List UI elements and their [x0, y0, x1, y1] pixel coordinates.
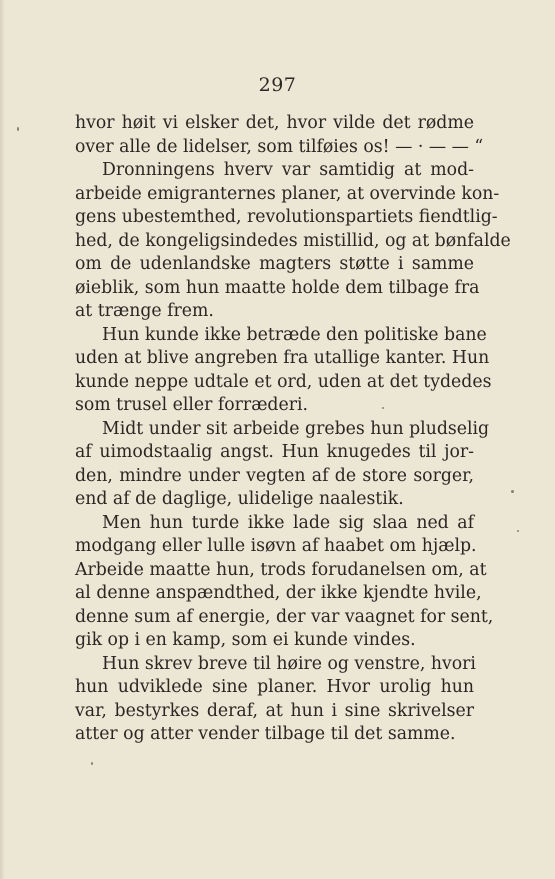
text-line: al denne anspændthed, der ikke kjendte hvile, — [75, 583, 482, 603]
page-number: 297 — [258, 74, 297, 96]
text-line: hvor høit vi elsker det, hvor vilde det rødme — [75, 113, 474, 133]
text-line: den, mindre under vegten af de store sorger, — [75, 465, 474, 486]
text-line: over alle de lidelser, som tilføies os! — · — — “ — [75, 136, 484, 157]
print-speck — [17, 127, 19, 131]
text-line: hed, de kongeligsindedes mistillid, og at bønfalde — [75, 230, 511, 251]
text-line: Hun kunde ikke betræde den politiske bane — [102, 324, 487, 345]
text-line: atter og atter vender tilbage til det samme. — [75, 724, 456, 744]
text-line: Dronningens hverv var samtidig at mod- — [102, 160, 474, 180]
text-line: gens ubestemthed, revolutionspartiets fiendtlig- — [75, 207, 498, 227]
print-speck — [511, 490, 514, 493]
text-line: gik op i en kamp, som ei kunde vindes. — [75, 630, 416, 650]
text-line: end af de daglige, ulidelige naalestik. — [75, 489, 404, 509]
text-line: arbeide emigranternes planer, at overvinde kon- — [75, 183, 500, 204]
page-edge-shadow — [0, 0, 5, 879]
text-line: som trusel eller forræderi. — [75, 395, 309, 415]
text-line: Hun skrev breve til høire og venstre, hvori — [102, 653, 476, 674]
text-line: Men hun turde ikke lade sig slaa ned af — [102, 512, 474, 533]
print-speck — [91, 762, 93, 765]
text-line: var, bestyrkes deraf, at hun i sine skrivelser — [75, 700, 474, 721]
text-line: modgang eller lulle isøvn af haabet om hjælp. — [75, 536, 477, 556]
print-speck — [382, 407, 384, 409]
text-line: uden at blive angreben fra utallige kanter. Hun — [75, 348, 490, 368]
body-text — [75, 112, 511, 747]
text-line: om de udenlandske magters støtte i samme — [75, 254, 474, 274]
text-line: af uimodstaalig angst. Hun knugedes til jor- — [75, 442, 474, 462]
print-speck — [517, 530, 519, 532]
text-line: denne sum af energie, der var vaagnet for sent, — [75, 606, 494, 627]
text-line: kunde neppe udtale et ord, uden at det tydedes — [75, 371, 492, 392]
text-line: at trænge frem. — [75, 301, 214, 321]
text-line: Midt under sit arbeide grebes hun pludselig — [102, 418, 490, 439]
text-line: øieblik, som hun maatte holde dem tilbage fra — [75, 277, 480, 298]
text-line: Arbeide maatte hun, trods forudanelsen om, at — [75, 559, 487, 580]
text-line: hun udviklede sine planer. Hvor urolig hun — [75, 677, 474, 697]
